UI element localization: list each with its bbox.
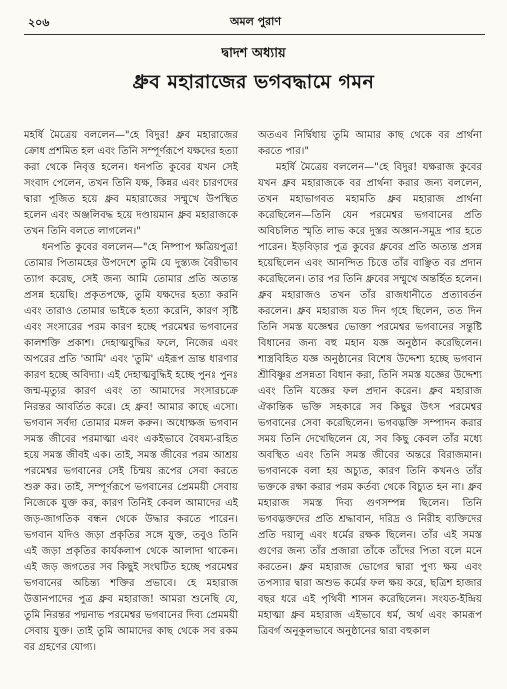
right-column bbox=[258, 128, 482, 640]
chapter-title: দ্বাদশ অধ্যায় bbox=[221, 46, 286, 61]
section-heading: ধ্রুব মহারাজের ভগবদ্ধামে গমন bbox=[132, 71, 375, 93]
header-rule bbox=[24, 34, 485, 35]
page-header bbox=[28, 10, 483, 32]
page-number: ২০৬ bbox=[28, 16, 50, 29]
paragraph: ধনপতি কুবের বললেন—"হে নিষ্পাপ ক্ষত্রিয়পুত্র! তোমার পিতামহের উপদেশে তুমি যে দুস্ত্যজ বৈরীভাব ত্যাগ করেছ, সেই জন্য আমি তোমার প্রতি অত্যন্ত প্রসন্ন হয়েছি। প্রকৃতপক্ষে, তুমি যক্ষদের হত্যা করনি এবং তারাও তোমার ভাইকে হত্যা করেনি, কারণ সৃষ্টি এবং সংসারের পরম কারণ হচ্ছে পরমেশ্বর ভগবানের কালশক্তি প্রকাশ। দেহাত্মবুদ্ধির ফলে, নিজের এবং অপরের প্রতি 'আমি' এবং 'তুমি' এইরূপ ভ্রান্ত ধারণার কারণ হচ্ছে অবিদ্যা। এই দেহাত্মবুদ্ধিই হচ্ছে পুনঃ পুনঃ জন্ম-মৃত্যুর কারণ এবং তা আমাদের সংসারচক্রে নিরন্তর আবর্তিত করে। হে ধ্রুব! আমার কাছে এসো। ভগবান সর্বদা তোমার মঙ্গল করুন। অধোক্ষজ ভগবান সমস্ত জীবের পরমাত্মা এবং একইভাবে বৈষম্য-রহিত হয়ে সমস্ত জীবই এক। তাই, সমস্ত জীবের পরম আশ্রয় পরমেশ্বর ভগবানের সেই চিন্ময় রূপের সেবা করতে শুরু কর। তাই, সম্পূর্ণরূপে ভগবানের প্রেমময়ী সেবায় নিজেকে যুক্ত কর, কারণ তিনিই কেবল আমাদের এই জড়-জাগতিক বন্ধন থেকে উদ্ধার করতে পারেন। ভগবান যদিও জড়া প্রকৃতির সঙ্গে যুক্ত, তবুও তিনি এই জড়া প্রকৃতির কার্যকলাপ থেকে আলাদা থাকেন। এই জড় জগতের সব কিছুই সংঘটিত হচ্ছে পরমেশ্বর ভগবানের অচিন্ত্য শক্তির প্রভাবে। হে মহারাজ উত্তানপাদের পুত্র ধ্রুব মহারাজ! আমরা শুনেছি যে, তুমি নিরন্তর পদ্মনাভ পরমেশ্বর ভগবানের দিব্য প্রেমময়ী সেবায় যুক্ত। তাই তুমি আমাদের কাছ থেকে সব রকম বর গ্রহণের যোগ্য। bbox=[24, 242, 238, 653]
paragraph: অতএব নির্দ্বিধায় তুমি আমার কাছ থেকে বর প্রার্থনা করতে পার।" bbox=[258, 130, 482, 157]
running-title: অমল পুরাণ bbox=[229, 15, 282, 28]
left-column bbox=[24, 128, 238, 656]
paragraph: মহর্ষি মৈত্রেয় বললেন—"হে বিদুর! যক্ষরাজ কুবের যখন ধ্রুব মহারাজকে বর প্রার্থনা করার জন্য বললেন, তখন মহাভাগবত মহামতি ধ্রুব মহারাজ প্রার্থনা করেছিলেন—তিনি যেন পরমেশ্বর ভগবানের প্রতি অবিচলিত স্মৃতি লাভ করে দুস্তর অজ্ঞান-সমুদ্র পার হতে পারেন। ইড়বিড়ার পুত্র কুবের ধ্রুবের প্রতি অত্যন্ত প্রসন্ন হয়েছিলেন এবং আনন্দিত চিত্তে তাঁর বাঞ্ছিত বর প্রদান করেছিলেন। তার পর তিনি ধ্রুবের সম্মুখে অন্তর্হিত হলেন। ধ্রুব মহারাজও তখন তাঁর রাজধানীতে প্রত্যাবর্তন করলেন। ধ্রুব মহারাজ যত দিন গৃহে ছিলেন, তত দিন তিনি সমস্ত যজ্ঞেশ্বর ভোক্তা পরমেশ্বর ভগবানের সন্তুষ্টি বিধানের জন্য বহু মহান যজ্ঞ অনুষ্ঠান করেছিলেন। শাস্ত্রবিহিত যজ্ঞ অনুষ্ঠানের বিশেষ উদ্দেশ্য হচ্ছে ভগবান শ্রীবিষ্ণুর প্রসন্নতা বিধান করা, তিনি সমস্ত যজ্ঞের উদ্দেশ্য এবং তিনি যজ্ঞের ফল প্রদান করেন। ধ্রুব মহারাজ ঐকান্তিক ভক্তি সহকারে সব কিছুর উৎস পরমেশ্বর ভগবানের সেবা করেছিলেন। ভগবদ্ভক্তি সম্পাদন করার সময় তিনি দেখেছিলেন যে, সব কিছু কেবল তাঁর মধ্যে অবস্থিত এবং তিনি সমস্ত জীবের অন্তরে বিরাজমান। ভগবানকে বলা হয় অচ্যুত, কারণ তিনি কখনও তাঁর ভক্তকে রক্ষা করার পরম কর্তব্য থেকে বিচ্যুত হন না। ধ্রুব মহারাজ সমস্ত দিব্য গুণসম্পন্ন ছিলেন। তিনি ভগবদ্ভক্তদের প্রতি শ্রদ্ধাবান, দরিদ্র ও নিরীহ ব্যক্তিদের প্রতি দয়ালু এবং ধর্মের রক্ষক ছিলেন। তাঁর এই সমস্ত গুণের জন্য তাঁর প্রজারা তাঁকে তাঁদের পিতা বলে মনে করতেন। ধ্রুব মহারাজ ভোগের দ্বারা পুণ্য ক্ষয় এবং তপস্যার দ্বারা অশুভ কর্মের ফল ক্ষয় করে, ছত্রিশ হাজার বছর ধরে এই পৃথিবী শাসন করেছিলেন। সংযত-ইন্দ্রিয় মহাত্মা ধ্রুব মহারাজ এইভাবে ধর্ম, অর্থ এবং কামরূপ ত্রিবর্গ অনুকূলভাবে অনুষ্ঠানের দ্বারা বহুকাল bbox=[258, 162, 482, 637]
paragraph: মহর্ষি মৈত্রেয় বললেন—"হে বিদুর! ধ্রুব মহারাজের ক্রোধ প্রশমিত হল এবং তিনি সম্পূর্ণরূপে যক্ষদের হত্যা করা থেকে নিবৃত্ত হলেন। ধনপতি কুবের যখন সেই সংবাদ পেলেন, তখন তিনি যক্ষ, কিন্নর এবং চারণদের দ্বারা পূজিত হয়ে ধ্রুব মহারাজের সম্মুখে উপস্থিত হলেন এবং অঞ্জলিবদ্ধ হয়ে দণ্ডায়মান ধ্রুব মহারাজকে তখন তিনি বলতে লাগলেন।" bbox=[24, 130, 238, 237]
